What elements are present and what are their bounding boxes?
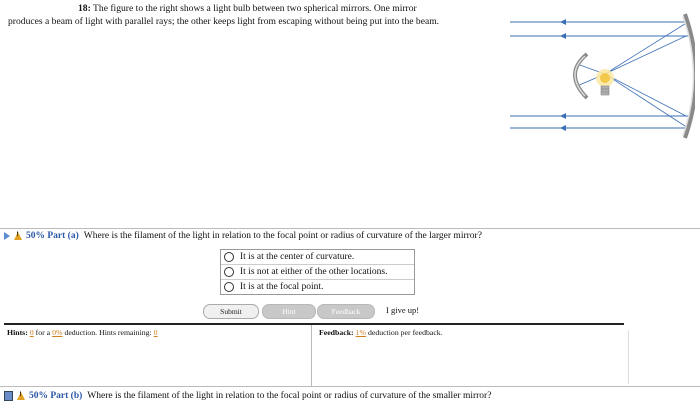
hints-deduction-pct: 0% (52, 328, 63, 337)
feedback-text: deduction per feedback. (367, 328, 443, 337)
choice-option[interactable] (221, 265, 414, 280)
part-a-label: 50% Part (a) (26, 231, 79, 241)
choice-label: It is not at either of the other locations. (240, 267, 388, 277)
problem-text-line1: The figure to the right shows a light bulb between two spherical mirrors. One mirror (93, 3, 417, 14)
ray-arrows (560, 19, 566, 131)
hints-deduction-text: deduction. Hints remaining: (64, 328, 152, 337)
feedback-pct: 1% (355, 328, 367, 337)
part-b-question: Where is the filament of the light in relation to the focal point or radius of curvature of the smaller mirror? (87, 391, 492, 401)
feedback-button[interactable]: Feedback (317, 304, 375, 319)
hints-label: Hints: (7, 328, 28, 337)
radio-button[interactable] (224, 267, 234, 277)
expand-arrow-icon[interactable] (4, 232, 10, 240)
hint-button[interactable]: Hint (262, 304, 316, 319)
give-up-link[interactable]: I give up! (386, 305, 420, 315)
choice-option[interactable] (221, 250, 414, 265)
problem-text-line2: produces a beam of light with parallel rays; the other keeps light from escaping without being put into the beam. (8, 16, 440, 27)
feedback-panel (316, 325, 626, 387)
choice-label: It is at the center of curvature. (240, 252, 355, 262)
part-b-header (0, 386, 700, 407)
radio-button[interactable] (224, 282, 234, 292)
answer-choices (220, 249, 415, 295)
warning-icon (14, 232, 22, 240)
panel-edge (628, 330, 629, 384)
radio-button[interactable] (224, 252, 234, 262)
part-a-header (0, 228, 700, 243)
hints-remaining: 0 (153, 328, 158, 337)
hints-panel (4, 325, 312, 387)
choice-label: It is at the focal point. (240, 282, 324, 292)
light-bulb-icon (596, 69, 614, 95)
warning-icon (17, 392, 25, 400)
part-b-label: 50% Part (b) (29, 391, 83, 401)
hints-for-a: for a (35, 328, 51, 337)
part-status-icon[interactable] (4, 391, 13, 401)
hints-count: 0 (29, 328, 34, 337)
mirrors-figure (505, 6, 695, 146)
problem-statement (8, 2, 498, 28)
choice-option[interactable] (221, 280, 414, 294)
submit-button[interactable]: Submit (203, 304, 259, 319)
problem-number: 18: (78, 3, 91, 14)
feedback-label: Feedback: (319, 328, 354, 337)
converging-rays (577, 22, 688, 128)
part-a-question: Where is the filament of the light in relation to the focal point or radius of curvature of the larger mirror? (83, 231, 482, 241)
